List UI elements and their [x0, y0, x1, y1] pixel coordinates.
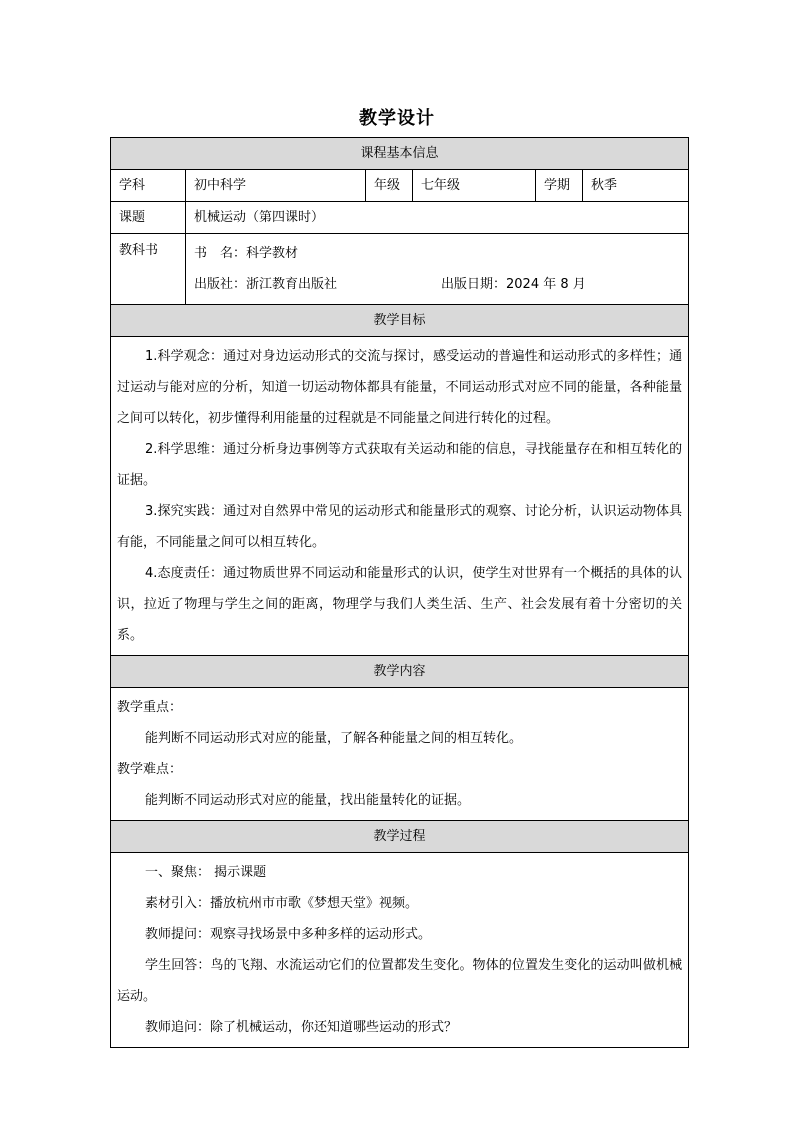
process-step: 学生回答：鸟的飞翔、水流运动它们的位置都发生变化。物体的位置发生变化的运动叫做机械运动。	[117, 958, 683, 1004]
topic-row	[111, 202, 689, 234]
section-header-objectives: 教学目标	[111, 305, 689, 337]
textbook-label: 教科书	[111, 234, 186, 305]
topic-label: 课题	[111, 202, 186, 234]
publisher-line	[194, 269, 680, 300]
objectives-body	[111, 337, 689, 656]
basic-info-row	[111, 170, 689, 202]
process-row	[111, 853, 689, 1048]
publication-date: 出版日期：2024 年 8 月	[441, 277, 586, 292]
section-header-basic-info: 课程基本信息	[111, 138, 689, 170]
textbook-info	[186, 234, 689, 305]
process-step: 教师追问：除了机械运动，你还知道哪些运动的形式？	[145, 1020, 458, 1035]
content-body	[111, 688, 689, 821]
topic-value: 机械运动（第四课时）	[186, 202, 689, 234]
grade-value: 七年级	[413, 170, 536, 202]
objective-item: 2.科学思维：通过分析身边事例等方式获取有关运动和能的信息，寻找能量存在和相互转化的证据。	[117, 442, 683, 488]
process-step: 素材引入：播放杭州市市歌《梦想天堂》视频。	[145, 896, 419, 911]
subject-value: 初中科学	[186, 170, 366, 202]
objective-item: 3.探究实践：通过对自然界中常见的运动形式和能量形式的观察、讨论分析，认识运动物体具有能，不同能量之间可以相互转化。	[117, 504, 683, 550]
section-header-content: 教学内容	[111, 656, 689, 688]
difficulty-label: 教学难点：	[117, 762, 183, 777]
book-name: 书 名：科学教材	[194, 246, 299, 261]
term-label: 学期	[536, 170, 583, 202]
objectives-row	[111, 337, 689, 656]
key-point-label: 教学重点：	[117, 700, 183, 715]
key-point-text: 能判断不同运动形式对应的能量，了解各种能量之间的相互转化。	[145, 731, 523, 746]
process-step: 教师提问：观察寻找场景中多种多样的运动形式。	[145, 927, 432, 942]
objective-item: 4.态度责任：通过物质世界不同运动和能量形式的认识，使学生对世界有一个概括的具体的认识，拉近了物理与学生之间的距离，物理学与我们人类生活、生产、社会发展有着十分密切的关系。	[117, 566, 683, 643]
publisher: 出版社：浙江教育出版社	[194, 277, 338, 292]
grade-label: 年级	[366, 170, 413, 202]
document-title: 教学设计	[359, 108, 435, 129]
difficulty-text: 能判断不同运动形式对应的能量，找出能量转化的证据。	[145, 793, 471, 808]
content-row	[111, 688, 689, 821]
subject-label: 学科	[111, 170, 186, 202]
textbook-row	[111, 234, 689, 305]
process-step: 一、聚焦： 揭示课题	[145, 865, 267, 880]
term-value: 秋季	[583, 170, 689, 202]
section-header-process: 教学过程	[111, 821, 689, 853]
process-body	[111, 853, 689, 1048]
lesson-plan-table	[110, 137, 689, 1048]
objective-item: 1.科学观念：通过对身边运动形式的交流与探讨，感受运动的普遍性和运动形式的多样性；通过运动与能对应的分析，知道一切运动物体都具有能量，不同运动形式对应不同的能量，各种能量之间可以转化，初步懂得利用能量的过程就是不同能量之间进行转化的过程。	[117, 349, 683, 426]
